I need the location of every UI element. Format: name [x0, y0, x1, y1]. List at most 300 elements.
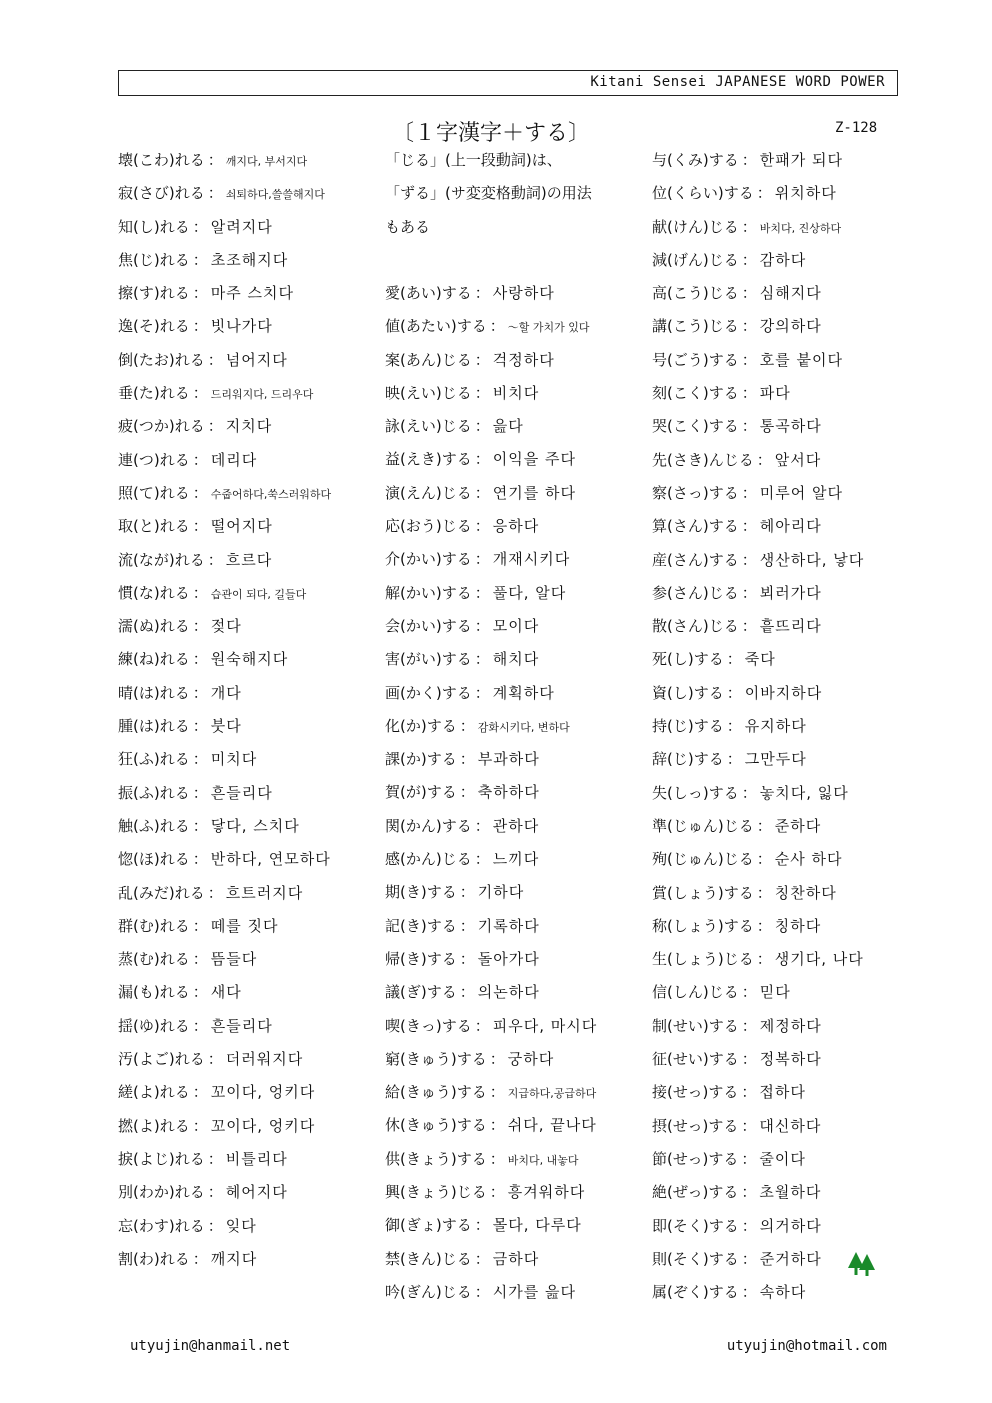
separator: ： [741, 1183, 757, 1202]
separator: ： [756, 950, 772, 969]
korean-meaning: 감하다 [759, 250, 807, 269]
korean-meaning: 흐르다 [225, 550, 273, 569]
separator: ： [192, 384, 208, 403]
separator: ： [459, 783, 475, 802]
separator: ： [474, 417, 490, 436]
korean-meaning: 그만두다 [744, 750, 807, 769]
separator: ： [207, 151, 223, 169]
vocab-entry [652, 446, 864, 479]
tree-icon [846, 1250, 878, 1278]
japanese-word: 資(し)する [652, 683, 724, 702]
header-box [118, 70, 898, 96]
vocab-entry [652, 1278, 864, 1311]
korean-meaning: 개재시키다 [492, 550, 571, 569]
japanese-word: 高(こう)じる [652, 284, 739, 303]
separator: ： [756, 816, 772, 835]
korean-meaning: 순사 하다 [774, 850, 843, 869]
japanese-word: 案(あん)じる [385, 350, 472, 369]
japanese-word: 漏(も)れる [118, 983, 190, 1002]
separator: ： [192, 1116, 208, 1135]
vocab-entry [385, 479, 597, 512]
japanese-word: 御(ぎょ)する [385, 1216, 472, 1235]
vocab-entry [385, 1278, 597, 1311]
separator: ： [207, 1050, 223, 1069]
japanese-word: 益(えき)する [385, 450, 472, 469]
korean-meaning: 쇠퇴하다,쓸쓸해지다 [225, 188, 325, 202]
footer-email-left: utyujin@hanmail.net [130, 1338, 291, 1354]
separator: ： [489, 1149, 505, 1168]
korean-meaning: 사랑하다 [492, 284, 555, 302]
japanese-word: 惚(ほ)れる [118, 850, 190, 869]
vocab-entry [118, 1045, 331, 1078]
vocab-entry [118, 912, 331, 945]
japanese-word: 晴(は)れる [118, 683, 190, 702]
japanese-word: 生(しょう)じる [652, 950, 754, 969]
footer-email-right: utyujin@hotmail.com [726, 1338, 887, 1354]
korean-meaning: 지치다 [225, 417, 273, 436]
word-list-column-2 [385, 279, 597, 1311]
korean-meaning: 느끼다 [492, 850, 540, 869]
japanese-word: 会(かい)する [385, 616, 472, 635]
separator: ： [756, 850, 772, 869]
separator: ： [474, 450, 490, 469]
separator: ： [741, 517, 757, 536]
korean-meaning: 흔들리다 [210, 783, 273, 802]
japanese-word: 照(て)れる [118, 483, 190, 502]
japanese-word: 参(さん)じる [652, 583, 739, 602]
korean-meaning: 원숙해지다 [210, 650, 289, 669]
japanese-word: 課(か)する [385, 750, 457, 769]
vocab-entry [385, 978, 597, 1011]
separator: ： [741, 284, 757, 303]
korean-meaning: 호를 붙이다 [759, 350, 843, 369]
separator: ： [207, 1183, 223, 1202]
korean-meaning: 이바지하다 [744, 683, 823, 702]
vocab-entry [652, 579, 864, 612]
korean-meaning: 알려지다 [210, 217, 273, 236]
vocab-entry [118, 978, 331, 1011]
vocab-entry [385, 1012, 597, 1045]
korean-meaning: 흩뜨리다 [759, 617, 822, 636]
korean-meaning: 미루어 알다 [759, 483, 843, 502]
japanese-word: 信(しん)じる [652, 983, 739, 1002]
japanese-word: 献(けん)じる [652, 217, 739, 236]
japanese-word: 害(がい)する [385, 650, 472, 669]
korean-meaning: 금하다 [492, 1249, 540, 1268]
separator: ： [474, 816, 490, 835]
separator: ： [207, 417, 223, 436]
note-line: 「ずる」(サ変変格動詞)の用法 [385, 184, 592, 203]
japanese-word: 感(かん)じる [385, 850, 472, 869]
vocab-entry [118, 1212, 331, 1245]
japanese-word: 倒(たお)れる [118, 350, 205, 369]
separator: ： [741, 350, 757, 369]
vocab-entry [385, 778, 597, 811]
japanese-word: 期(き)する [385, 883, 457, 902]
separator: ： [207, 1149, 223, 1168]
japanese-word: 連(つ)れる [118, 450, 190, 469]
korean-meaning: 헤어지다 [225, 1183, 288, 1202]
separator: ： [741, 1050, 757, 1069]
korean-meaning: 의거하다 [759, 1216, 822, 1235]
japanese-word: 哭(こく)する [652, 417, 739, 436]
separator: ： [459, 949, 475, 968]
japanese-word: 解(かい)する [385, 583, 472, 602]
vocab-entry [652, 812, 864, 845]
separator: ： [756, 450, 772, 469]
korean-meaning: 생기다, 나다 [774, 950, 864, 969]
separator: ： [192, 617, 208, 636]
japanese-word: 腫(は)れる [118, 717, 190, 736]
separator: ： [459, 983, 475, 1002]
japanese-word: 接(せっ)する [652, 1083, 739, 1102]
korean-meaning: 초조해지다 [210, 250, 289, 269]
separator: ： [192, 983, 208, 1002]
vocab-entry [652, 1145, 864, 1178]
korean-meaning: 떼를 짓다 [210, 916, 279, 935]
word-list-column-3 [652, 146, 864, 1311]
japanese-word: 帰(き)する [385, 949, 457, 968]
vocab-entry [118, 579, 331, 612]
separator: ： [474, 683, 490, 702]
vocab-entry [652, 246, 864, 279]
japanese-word: 属(ぞく)する [652, 1283, 739, 1302]
separator: ： [489, 1049, 505, 1068]
separator: ： [192, 1083, 208, 1102]
korean-meaning: 의논하다 [477, 983, 540, 1002]
korean-meaning: 강의하다 [759, 317, 822, 336]
vocab-entry [652, 679, 864, 712]
korean-meaning: 바치다, 진상하다 [759, 221, 842, 235]
separator: ： [474, 1282, 490, 1301]
korean-meaning: 계획하다 [492, 683, 555, 702]
korean-meaning: 칭찬하다 [774, 883, 837, 902]
vocab-entry [652, 1078, 864, 1111]
korean-meaning: 붓다 [210, 717, 242, 736]
japanese-word: 群(む)れる [118, 916, 190, 935]
vocab-entry [652, 1045, 864, 1078]
separator: ： [192, 1249, 208, 1268]
korean-meaning: 돌아가다 [477, 949, 540, 968]
japanese-word: 縒(よ)れる [118, 1083, 190, 1102]
separator: ： [192, 483, 208, 502]
vocab-entry [652, 412, 864, 445]
vocab-entry [118, 812, 331, 845]
korean-meaning: 떨어지다 [210, 517, 273, 536]
separator: ： [192, 717, 208, 736]
korean-meaning: 준거하다 [759, 1249, 822, 1268]
note-line: もある [385, 217, 431, 236]
vocab-entry [652, 179, 864, 212]
korean-meaning: 닿다, 스치다 [210, 816, 300, 835]
korean-meaning: 새다 [210, 983, 242, 1002]
vocab-entry [652, 479, 864, 512]
japanese-word: 狂(ふ)れる [118, 750, 190, 769]
korean-meaning: 쉬다, 끝나다 [507, 1116, 597, 1135]
vocab-entry [118, 546, 331, 579]
separator: ： [459, 716, 475, 735]
japanese-word: 濡(ぬ)れる [118, 617, 190, 636]
japanese-word: 給(きゅう)する [385, 1083, 487, 1102]
japanese-word: 蒸(む)れる [118, 950, 190, 969]
vocab-entry [652, 745, 864, 778]
korean-meaning: 지급하다,공급하다 [507, 1087, 597, 1101]
japanese-word: 別(わか)れる [118, 1183, 205, 1202]
vocab-entry [118, 346, 331, 379]
vocab-entry [385, 346, 597, 379]
vocab-entry [385, 1078, 597, 1111]
separator: ： [474, 583, 490, 602]
korean-meaning: 부과하다 [477, 750, 540, 769]
vocab-entry [385, 445, 597, 478]
japanese-word: 知(し)れる [118, 217, 190, 236]
vocab-entry [652, 912, 864, 945]
japanese-word: 取(と)れる [118, 517, 190, 536]
korean-meaning: 이익을 주다 [492, 450, 576, 469]
korean-meaning: 흔들리다 [210, 1016, 273, 1035]
korean-meaning: 몰다, 다루다 [492, 1216, 582, 1235]
korean-meaning: 죽다 [744, 650, 776, 669]
separator: ： [192, 783, 208, 802]
separator: ： [192, 816, 208, 835]
japanese-word: 征(せい)する [652, 1050, 739, 1069]
japanese-word: 準(じゅん)じる [652, 816, 754, 835]
japanese-word: 疲(つか)れる [118, 417, 205, 436]
vocab-entry [652, 146, 864, 179]
vocab-entry [652, 379, 864, 412]
korean-meaning: 기록하다 [477, 916, 540, 935]
grammar-note [385, 146, 592, 246]
separator: ： [756, 883, 772, 902]
japanese-word: 捩(よじ)れる [118, 1149, 205, 1168]
korean-meaning: 습관이 되다, 길들다 [210, 587, 307, 601]
korean-meaning: 미치다 [210, 750, 258, 769]
korean-meaning: 통곡하다 [759, 417, 822, 436]
korean-meaning: 걱정하다 [492, 350, 555, 369]
korean-meaning: 개다 [210, 683, 242, 702]
japanese-word: 乱(みだ)れる [118, 883, 205, 902]
japanese-word: 喫(きっ)する [385, 1016, 472, 1035]
vocab-entry [385, 1245, 597, 1278]
separator: ： [207, 883, 223, 902]
vocab-entry [385, 679, 597, 712]
separator: ： [192, 1016, 208, 1035]
korean-meaning: 읊다 [492, 417, 524, 436]
korean-meaning: 속하다 [759, 1283, 807, 1302]
vocab-entry [118, 479, 331, 512]
separator: ： [192, 217, 208, 236]
page-code: Z-128 [835, 120, 878, 136]
vocab-entry [385, 612, 597, 645]
separator: ： [741, 1249, 757, 1268]
japanese-word: 練(ね)れる [118, 650, 190, 669]
vocab-entry [118, 845, 331, 878]
vocab-entry [652, 213, 864, 246]
separator: ： [741, 617, 757, 636]
korean-meaning: 넘어지다 [225, 350, 288, 369]
vocab-entry [118, 246, 331, 279]
japanese-word: 減(げん)じる [652, 250, 739, 269]
japanese-word: 議(ぎ)する [385, 983, 457, 1002]
vocab-entry [385, 279, 597, 312]
korean-meaning: 흐트러지다 [225, 883, 304, 902]
korean-meaning: 비치다 [492, 383, 540, 402]
separator: ： [207, 550, 223, 569]
vocab-entry [652, 1112, 864, 1145]
japanese-word: 絶(ぜっ)する [652, 1183, 739, 1202]
korean-meaning: 대신하다 [759, 1116, 822, 1135]
korean-meaning: 위치하다 [774, 184, 837, 203]
vocab-entry [118, 1178, 331, 1211]
vocab-entry [118, 745, 331, 778]
japanese-word: 忘(わす)れる [118, 1216, 205, 1235]
japanese-word: 窮(きゅう)する [385, 1049, 487, 1068]
korean-meaning: 유지하다 [744, 717, 807, 736]
japanese-word: 吟(ぎん)じる [385, 1282, 472, 1301]
vocab-entry [385, 512, 597, 545]
korean-meaning: 깨지다, 부서지다 [225, 155, 308, 168]
vocab-entry [652, 1012, 864, 1045]
separator: ： [192, 916, 208, 935]
page-title: 〔１字漢字＋する〕 [392, 121, 591, 146]
vocab-entry [385, 745, 597, 778]
vocab-entry [118, 512, 331, 545]
separator: ： [741, 983, 757, 1002]
korean-meaning: 관하다 [492, 816, 540, 835]
vocab-entry [652, 612, 864, 645]
separator: ： [756, 184, 772, 203]
korean-meaning: 꼬이다, 엉키다 [210, 1083, 316, 1102]
korean-meaning: 풀다, 알다 [492, 583, 567, 602]
japanese-word: 値(あたい)する [385, 317, 487, 336]
vocab-entry [118, 879, 331, 912]
separator: ： [474, 517, 490, 536]
vocab-entry [118, 312, 331, 345]
vocab-entry [118, 645, 331, 678]
korean-meaning: 준하다 [774, 816, 822, 835]
separator: ： [192, 750, 208, 769]
korean-meaning: 파다 [759, 384, 791, 403]
separator: ： [474, 1216, 490, 1235]
separator: ： [741, 583, 757, 602]
korean-meaning: 빗나가다 [210, 317, 273, 336]
vocab-entry [385, 1211, 597, 1244]
vocab-entry [385, 812, 597, 845]
vocab-entry [118, 1012, 331, 1045]
vocab-entry [385, 878, 597, 911]
vocab-entry [118, 945, 331, 978]
separator: ： [474, 616, 490, 635]
vocab-entry [118, 213, 331, 246]
separator: ： [192, 650, 208, 669]
japanese-word: 愛(あい)する [385, 284, 472, 302]
separator: ： [474, 850, 490, 869]
separator: ： [741, 317, 757, 336]
word-list-column-1 [118, 146, 331, 1278]
korean-meaning: 초월하다 [759, 1183, 822, 1202]
japanese-word: 講(こう)じる [652, 317, 739, 336]
vocab-entry [652, 512, 864, 545]
japanese-word: 供(きょう)する [385, 1149, 487, 1168]
vocab-entry [118, 679, 331, 712]
japanese-word: 散(さん)じる [652, 617, 739, 636]
korean-meaning: 깨지다 [210, 1249, 258, 1268]
japanese-word: 割(わ)れる [118, 1249, 190, 1268]
separator: ： [192, 450, 208, 469]
japanese-word: 焦(じ)れる [118, 250, 190, 269]
korean-meaning: 반하다, 연모하다 [210, 850, 331, 869]
japanese-word: 辞(じ)する [652, 750, 724, 769]
vocab-entry [652, 279, 864, 312]
korean-meaning: 뵈러가다 [759, 583, 822, 602]
japanese-word: 垂(た)れる [118, 384, 190, 403]
separator: ： [459, 883, 475, 902]
vocab-entry [652, 978, 864, 1011]
vocab-entry [385, 545, 597, 578]
note-line: 「じる」(上一段動詞)は、 [385, 151, 562, 169]
japanese-word: 殉(じゅん)じる [652, 850, 754, 869]
separator: ： [741, 250, 757, 269]
japanese-word: 与(くみ)する [652, 151, 739, 169]
japanese-word: 賞(しょう)する [652, 883, 754, 902]
japanese-word: 休(きゅう)する [385, 1116, 487, 1135]
korean-meaning: 한패가 되다 [759, 151, 843, 169]
vocab-entry [118, 412, 331, 445]
separator: ： [741, 384, 757, 403]
vocab-entry [385, 645, 597, 678]
korean-meaning: 데리다 [210, 450, 258, 469]
vocab-entry [652, 546, 864, 579]
korean-meaning: 흥겨워하다 [507, 1183, 586, 1202]
japanese-word: 演(えん)じる [385, 483, 472, 502]
vocab-entry [385, 912, 597, 945]
separator: ： [726, 717, 742, 736]
separator: ： [474, 1249, 490, 1268]
korean-meaning: 기하다 [477, 883, 525, 902]
separator: ： [741, 417, 757, 436]
separator: ： [192, 583, 208, 602]
japanese-word: 触(ふ)れる [118, 816, 190, 835]
separator: ： [474, 383, 490, 402]
japanese-word: 即(そく)する [652, 1216, 739, 1235]
separator: ： [207, 1216, 223, 1235]
korean-meaning: 헤아리다 [759, 517, 822, 536]
japanese-word: 死(し)する [652, 650, 724, 669]
vocab-entry [118, 1078, 331, 1111]
vocab-entry [385, 1045, 597, 1078]
separator: ： [756, 916, 772, 935]
japanese-word: 振(ふ)れる [118, 783, 190, 802]
korean-meaning: 놓치다, 잃다 [759, 783, 849, 802]
japanese-word: 化(か)する [385, 716, 457, 735]
japanese-word: 節(せっ)する [652, 1149, 739, 1168]
separator: ： [741, 550, 757, 569]
korean-meaning: 축하하다 [477, 783, 540, 802]
separator: ： [474, 350, 490, 369]
japanese-word: 記(き)する [385, 916, 457, 935]
separator: ： [192, 850, 208, 869]
korean-meaning: 앞서다 [774, 450, 822, 469]
vocab-entry [118, 712, 331, 745]
vocab-entry [385, 1111, 597, 1144]
separator: ： [726, 750, 742, 769]
vocab-entry [385, 312, 597, 345]
japanese-word: 位(くらい)する [652, 184, 754, 203]
vocab-entry [652, 879, 864, 912]
korean-meaning: 칭하다 [774, 916, 822, 935]
vocab-entry [652, 346, 864, 379]
korean-meaning: 피우다, 마시다 [492, 1016, 598, 1035]
